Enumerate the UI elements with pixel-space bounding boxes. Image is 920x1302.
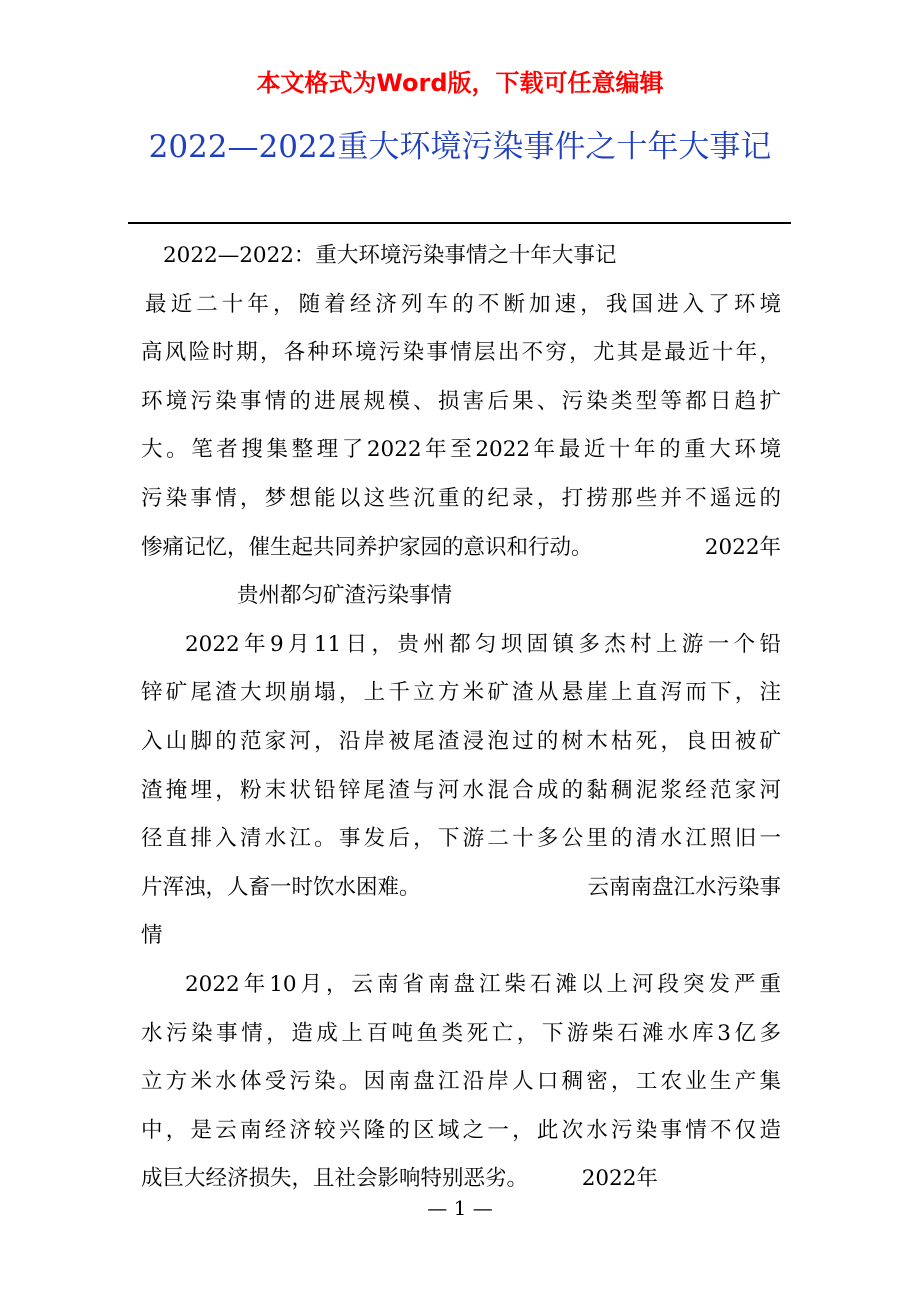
document-body: [141, 232, 781, 1204]
page-number: — 1 —: [427, 1196, 493, 1220]
text-line: 径直排入清水江。事发后，下游二十多公里的清水江照旧一: [141, 826, 781, 852]
text-line: 惨痛记忆，催生起共同养护家园的意识和行动。 2022年: [141, 524, 781, 573]
text-line: 水污染事情，造成上百吨鱼类死亡，下游柴石滩水库3亿多: [141, 1020, 781, 1046]
text-line: 大。笔者搜集整理了2022年至2022年最近十年的重大环境: [141, 437, 781, 463]
section-heading: 云南南盘江水污染事: [587, 874, 781, 900]
text-line: 锌矿尾渣大坝崩塌，上千立方米矿渣从悬崖上直泻而下，注: [141, 680, 781, 706]
text-line: 片浑浊，人畜一时饮水困难。 云南南盘江水污染事: [141, 864, 781, 913]
text-line: 立方米水体受污染。因南盘江沿岸人口稠密，工农业生产集: [141, 1069, 781, 1095]
text-line: 成巨大经济损失，且社会影响特别恶劣。 2022年: [141, 1166, 658, 1192]
text-line: 渣掩埋，粉末状铅锌尾渣与河水混合成的黏稠泥浆经范家河: [141, 777, 781, 803]
text-line: 最近二十年，随着经济列车的不断加速，我国进入了环境: [145, 291, 781, 317]
year-heading: 2022年: [704, 534, 781, 560]
text-line: 环境污染事情的进展规模、损害后果、污染类型等都日趋扩: [141, 388, 781, 414]
title-divider: [128, 222, 791, 224]
section-heading: 贵州都匀矿渣污染事情: [237, 583, 453, 609]
text-line: 情: [141, 923, 163, 949]
download-banner: 本文格式为Word版，下载可任意编辑: [256, 69, 664, 97]
text-line: 中，是云南经济较兴隆的区域之一，此次水污染事情不仅造: [141, 1117, 781, 1143]
subtitle-line: 2022—2022：重大环境污染事情之十年大事记: [163, 243, 617, 268]
text-line: 高风险时期，各种环境污染事情层出不穷，尤其是最近十年，: [141, 340, 781, 366]
text-line: 入山脚的范家河，沿岸被尾渣浸泡过的树木枯死，良田被矿: [141, 728, 781, 754]
text-line: 2022年10月，云南省南盘江柴石滩以上河段突发严重: [185, 971, 781, 997]
document-title: 2022—2022重大环境污染事件之十年大事记: [148, 129, 772, 165]
text-line: 2022年9月11日，贵州都匀坝固镇多杰村上游一个铅: [185, 631, 781, 657]
year-heading: 2022年: [581, 1166, 658, 1192]
text-line: 污染事情，梦想能以这些沉重的纪录，打捞那些并不遥远的: [141, 485, 781, 511]
